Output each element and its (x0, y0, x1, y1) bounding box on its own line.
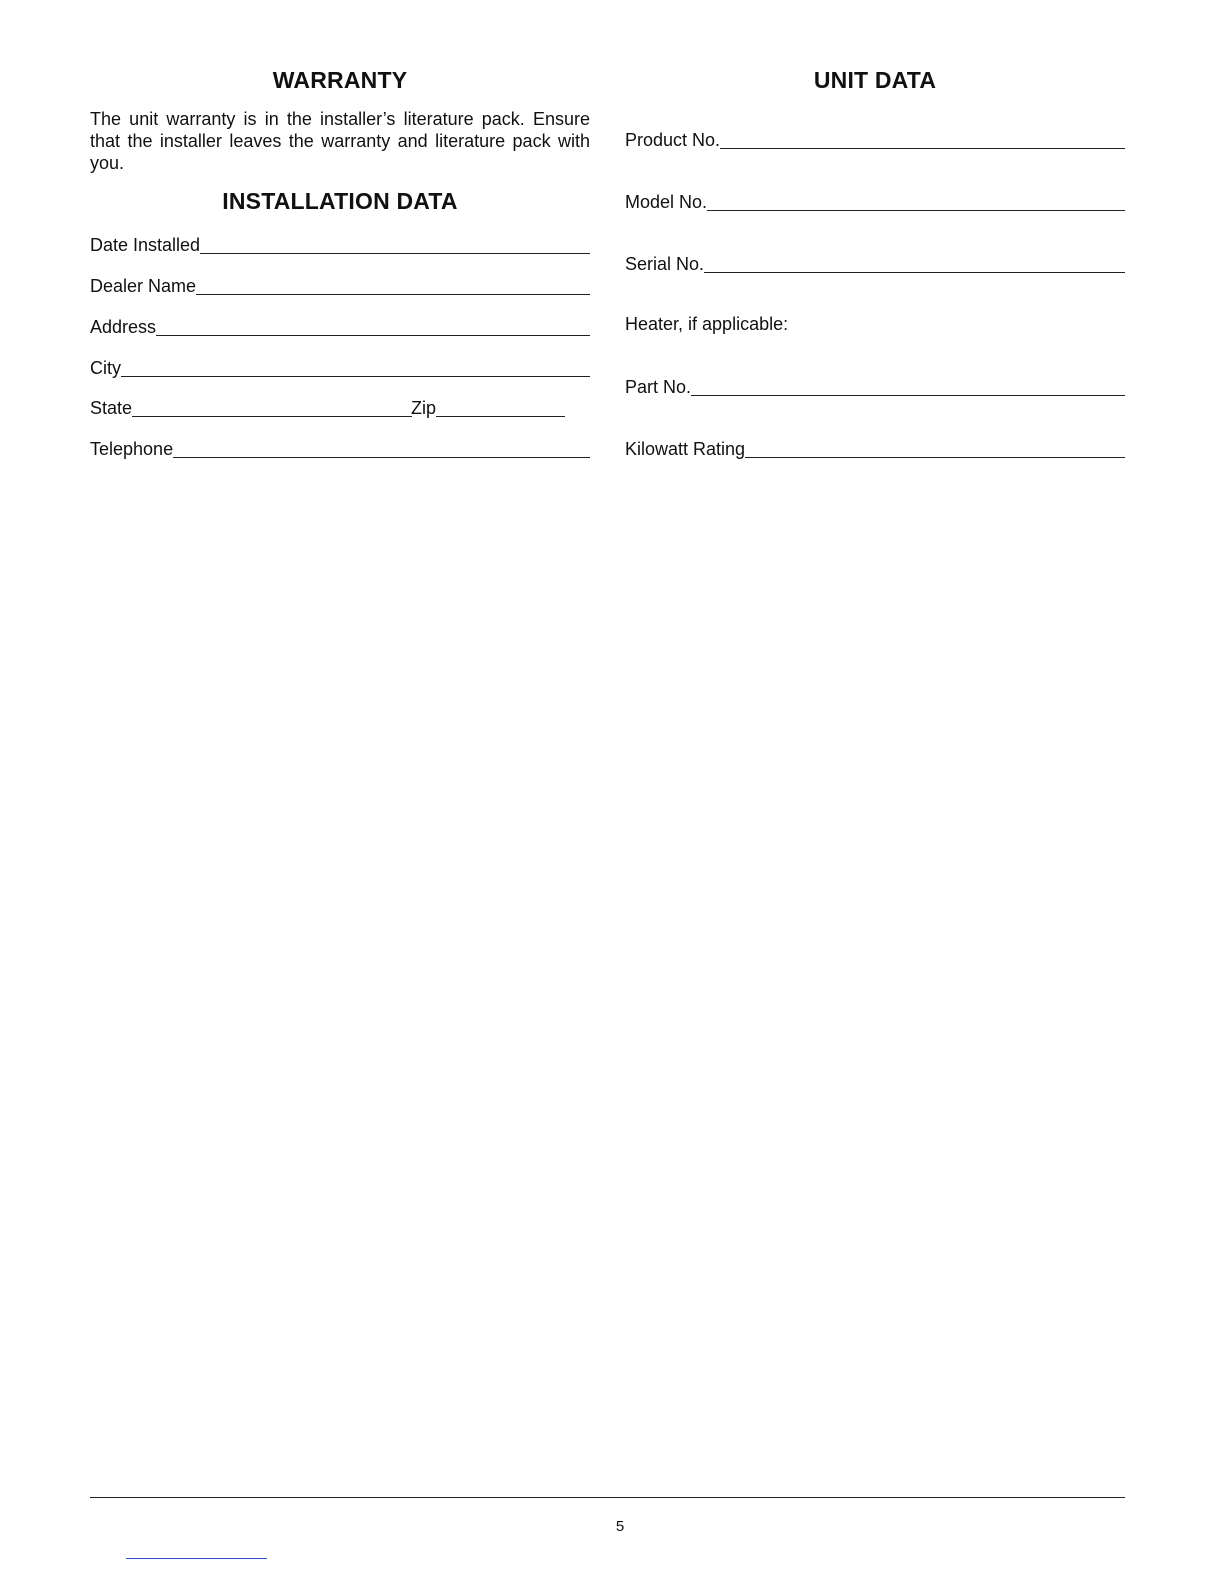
product-no-line[interactable] (720, 147, 1125, 149)
address-field[interactable] (90, 314, 590, 338)
part-no-label: Part No. (625, 377, 692, 397)
telephone-label: Telephone (90, 439, 174, 459)
warranty-text: The unit warranty is in the installer’s literature pack. Ensure that the installer leaves the warranty and literature pack with you. (90, 109, 590, 173)
part-no-field[interactable] (625, 374, 1125, 398)
dealer-name-field[interactable] (90, 273, 590, 297)
installation-data-heading: INSTALLATION DATA (222, 188, 458, 214)
serial-no-line[interactable] (704, 271, 1125, 273)
footer-link-underline[interactable] (126, 1558, 267, 1559)
heater-label: Heater, if applicable: (625, 314, 789, 334)
date-installed-label: Date Installed (90, 235, 201, 255)
zip-line[interactable] (436, 415, 565, 417)
state-field[interactable] (90, 395, 412, 419)
serial-no-field[interactable] (625, 251, 1125, 275)
part-no-line[interactable] (691, 394, 1125, 396)
kilowatt-rating-label: Kilowatt Rating (625, 439, 746, 459)
page-number: 5 (615, 1518, 625, 1535)
address-label: Address (90, 317, 157, 337)
date-installed-line[interactable] (200, 252, 590, 254)
zip-label: Zip (411, 398, 437, 418)
dealer-name-label: Dealer Name (90, 276, 197, 296)
zip-field[interactable] (411, 395, 565, 419)
model-no-label: Model No. (625, 192, 708, 212)
address-line[interactable] (156, 334, 590, 336)
telephone-field[interactable] (90, 436, 590, 460)
date-installed-field[interactable] (90, 232, 590, 256)
dealer-name-line[interactable] (196, 293, 590, 295)
city-label: City (90, 358, 121, 378)
warranty-heading: WARRANTY (272, 67, 408, 93)
unit-data-heading: UNIT DATA (813, 67, 937, 93)
state-label: State (90, 398, 133, 418)
footer-divider (90, 1497, 1125, 1498)
kilowatt-rating-field[interactable] (625, 436, 1125, 460)
product-no-label: Product No. (625, 130, 721, 150)
product-no-field[interactable] (625, 127, 1125, 151)
serial-no-label: Serial No. (625, 254, 705, 274)
state-line[interactable] (132, 415, 412, 417)
model-no-field[interactable] (625, 189, 1125, 213)
telephone-line[interactable] (173, 456, 590, 458)
kilowatt-rating-line[interactable] (745, 456, 1125, 458)
city-field[interactable] (90, 355, 590, 379)
model-no-line[interactable] (707, 209, 1125, 211)
city-line[interactable] (121, 375, 590, 377)
